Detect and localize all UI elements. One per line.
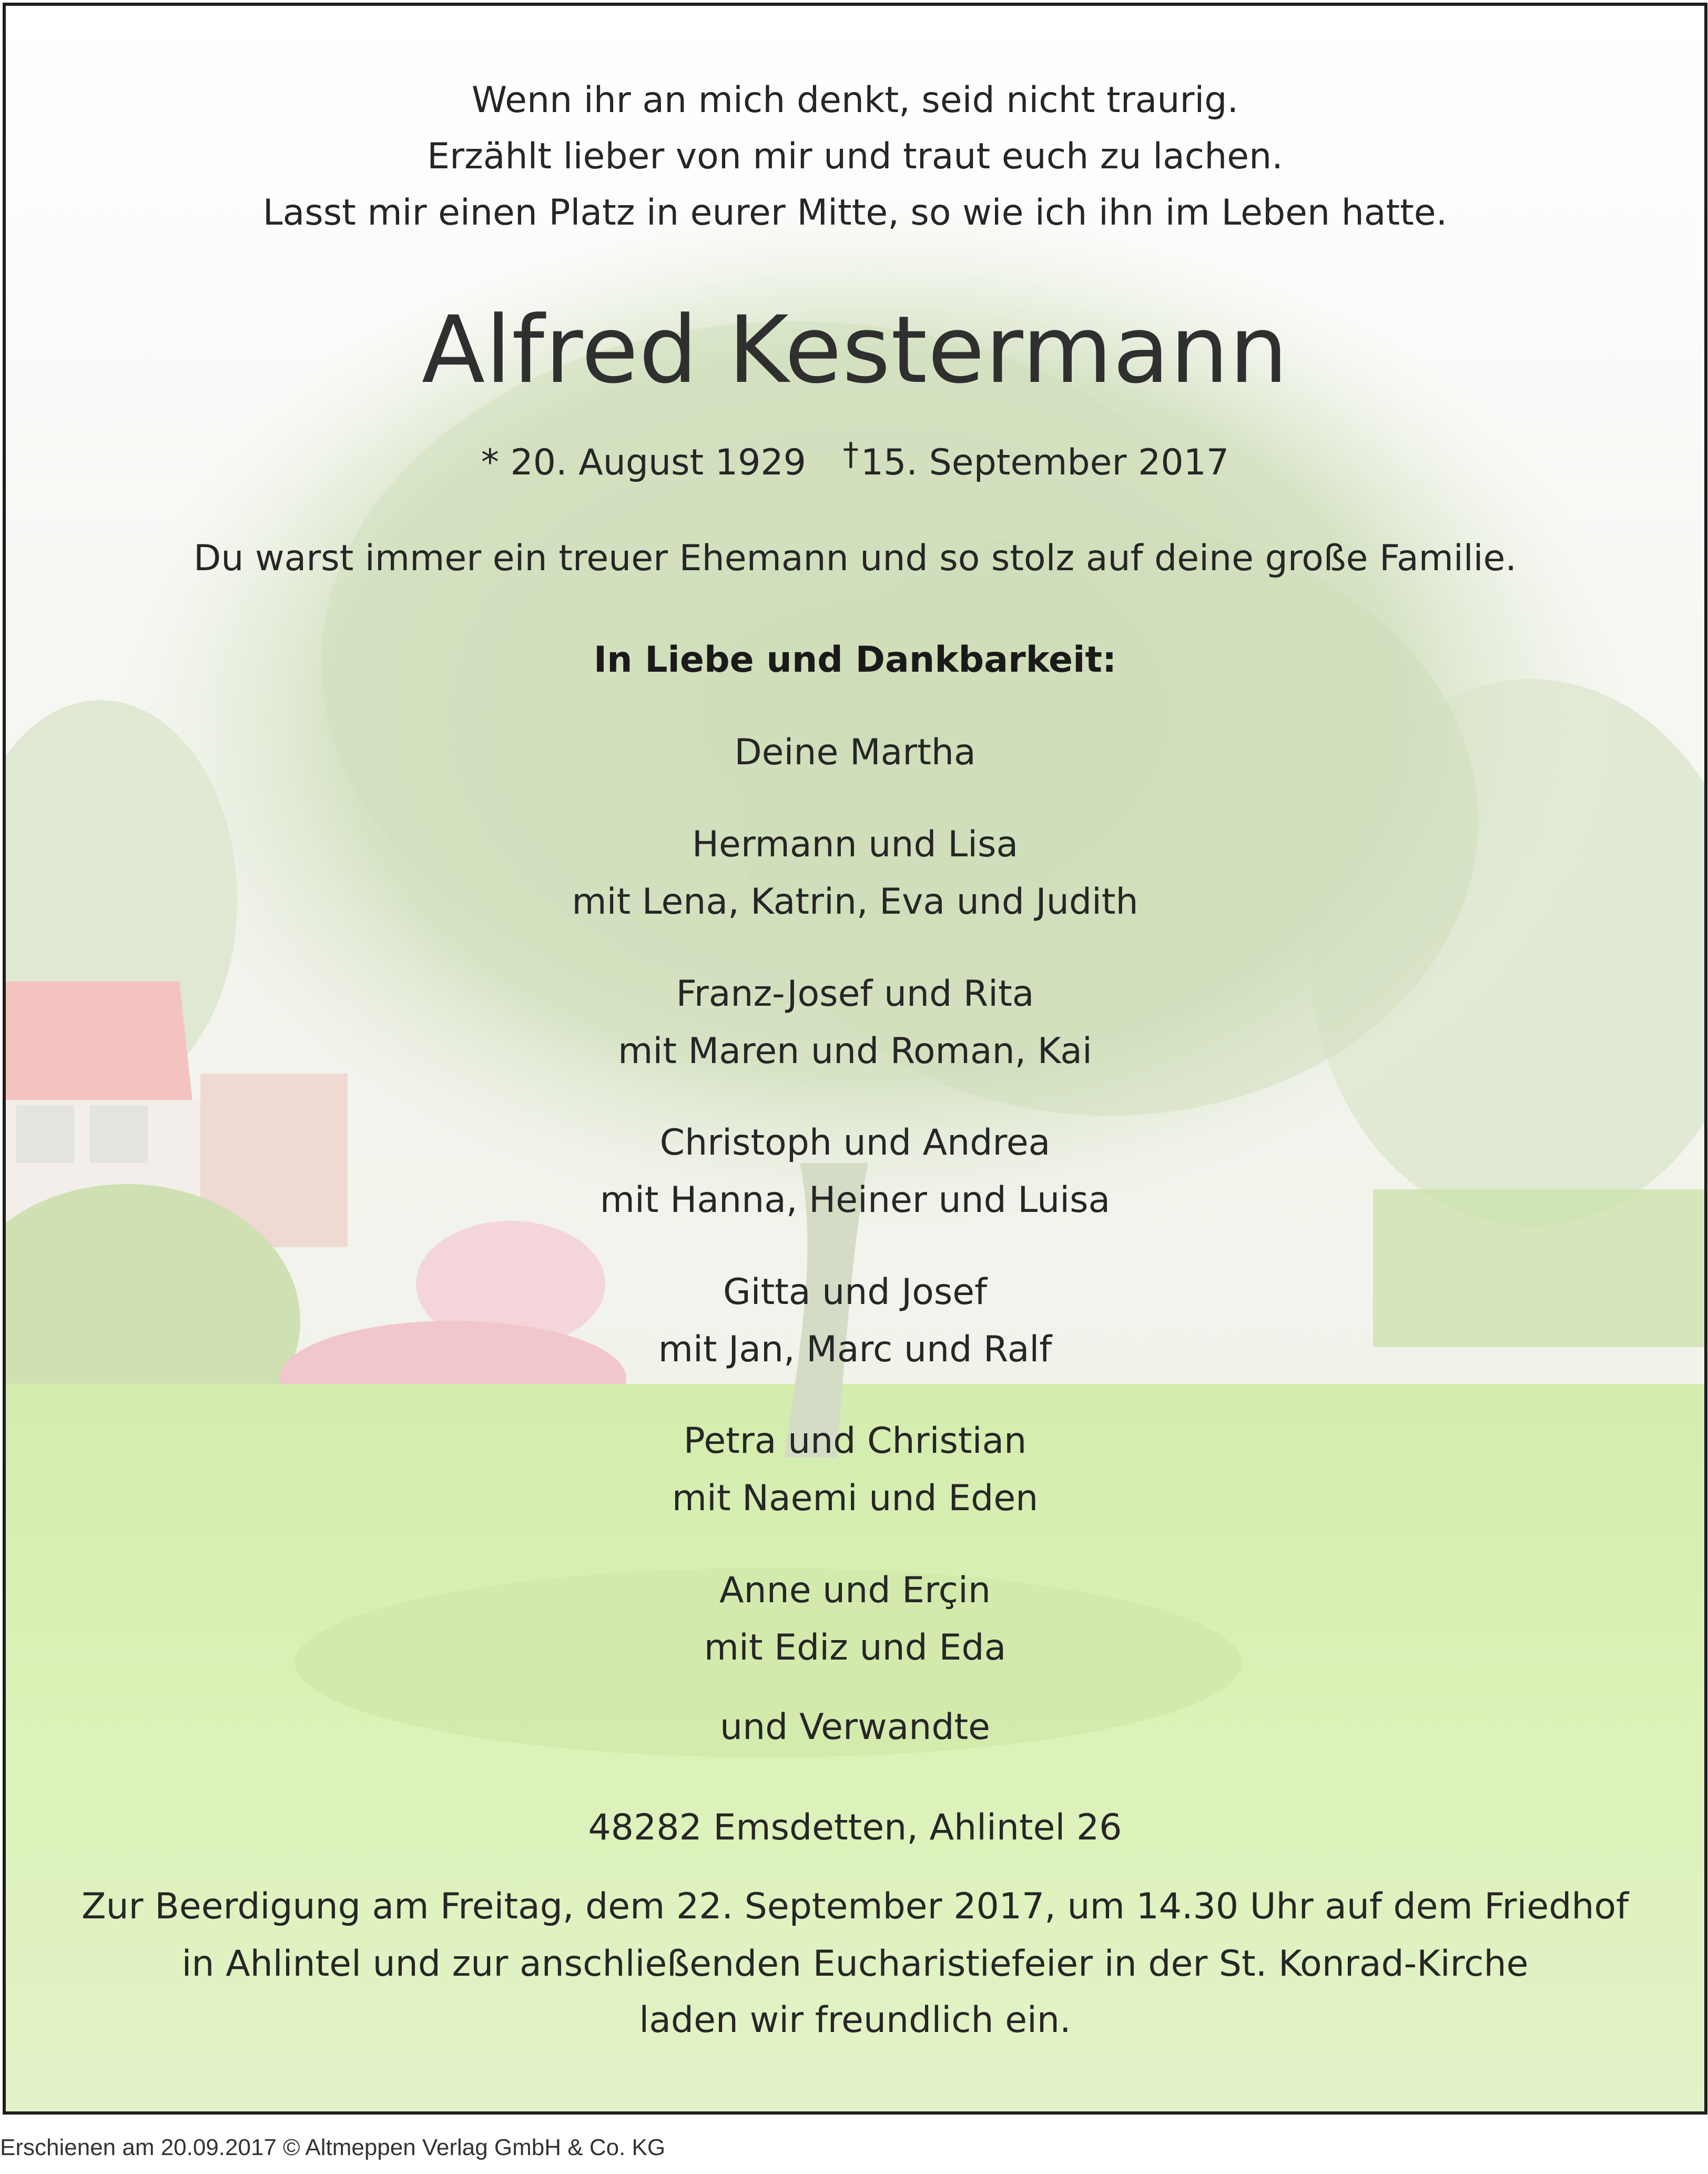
mourner-relatives: und Verwandte bbox=[719, 1706, 991, 1748]
death-date: 15. September 2017 bbox=[860, 442, 1229, 483]
family-6-children: mit Ediz und Eda bbox=[704, 1627, 1006, 1669]
mourner-spouse: Deine Martha bbox=[734, 732, 976, 773]
publication-footer: Erschienen am 20.09.2017 © Altmeppen Verlag GmbH & Co. KG bbox=[0, 2135, 666, 2160]
family-1-parents: Hermann und Lisa bbox=[692, 824, 1019, 865]
deceased-name: Alfred Kestermann bbox=[421, 296, 1289, 404]
life-dates bbox=[6, 436, 1704, 483]
address: 48282 Emsdetten, Ahlintel 26 bbox=[588, 1807, 1122, 1848]
family-4-children: mit Jan, Marc und Ralf bbox=[658, 1329, 1052, 1370]
family-4-parents: Gitta und Josef bbox=[723, 1271, 988, 1313]
family-5-parents: Petra und Christian bbox=[683, 1420, 1027, 1462]
notice-text bbox=[6, 6, 1704, 2111]
family-3-parents: Christoph und Andrea bbox=[659, 1122, 1051, 1164]
family-3-children: mit Hanna, Heiner und Luisa bbox=[599, 1179, 1111, 1221]
family-2-parents: Franz-Josef und Rita bbox=[676, 973, 1034, 1015]
family-2-children: mit Maren und Roman, Kai bbox=[618, 1030, 1092, 1072]
poem-line-1: Wenn ihr an mich denkt, seid nicht traurig. bbox=[471, 79, 1239, 121]
family-5-children: mit Naemi und Eden bbox=[672, 1478, 1039, 1519]
obituary-notice bbox=[3, 3, 1707, 2115]
birth-date: * 20. August 1929 bbox=[481, 442, 806, 483]
cross-symbol: † bbox=[842, 436, 859, 473]
poem-line-2: Erzählt lieber von mir und traut euch zu lachen. bbox=[427, 136, 1283, 177]
family-1-children: mit Lena, Katrin, Eva und Judith bbox=[572, 881, 1138, 923]
funeral-line-3: laden wir freundlich ein. bbox=[639, 1999, 1071, 2041]
family-6-parents: Anne und Erçin bbox=[719, 1570, 991, 1611]
funeral-line-2: in Ahlintel und zur anschließenden Eucharistiefeier in der St. Konrad-Kirche bbox=[181, 1943, 1529, 1985]
poem-line-3: Lasst mir einen Platz in eurer Mitte, so wie ich ihn im Leben hatte. bbox=[262, 192, 1448, 234]
tribute-text: Du warst immer ein treuer Ehemann und so stolz auf deine große Familie. bbox=[193, 538, 1517, 579]
mourners-heading: In Liebe und Dankbarkeit: bbox=[593, 639, 1117, 681]
funeral-line-1: Zur Beerdigung am Freitag, dem 22. September 2017, um 14.30 Uhr auf dem Friedhof bbox=[81, 1886, 1629, 1927]
